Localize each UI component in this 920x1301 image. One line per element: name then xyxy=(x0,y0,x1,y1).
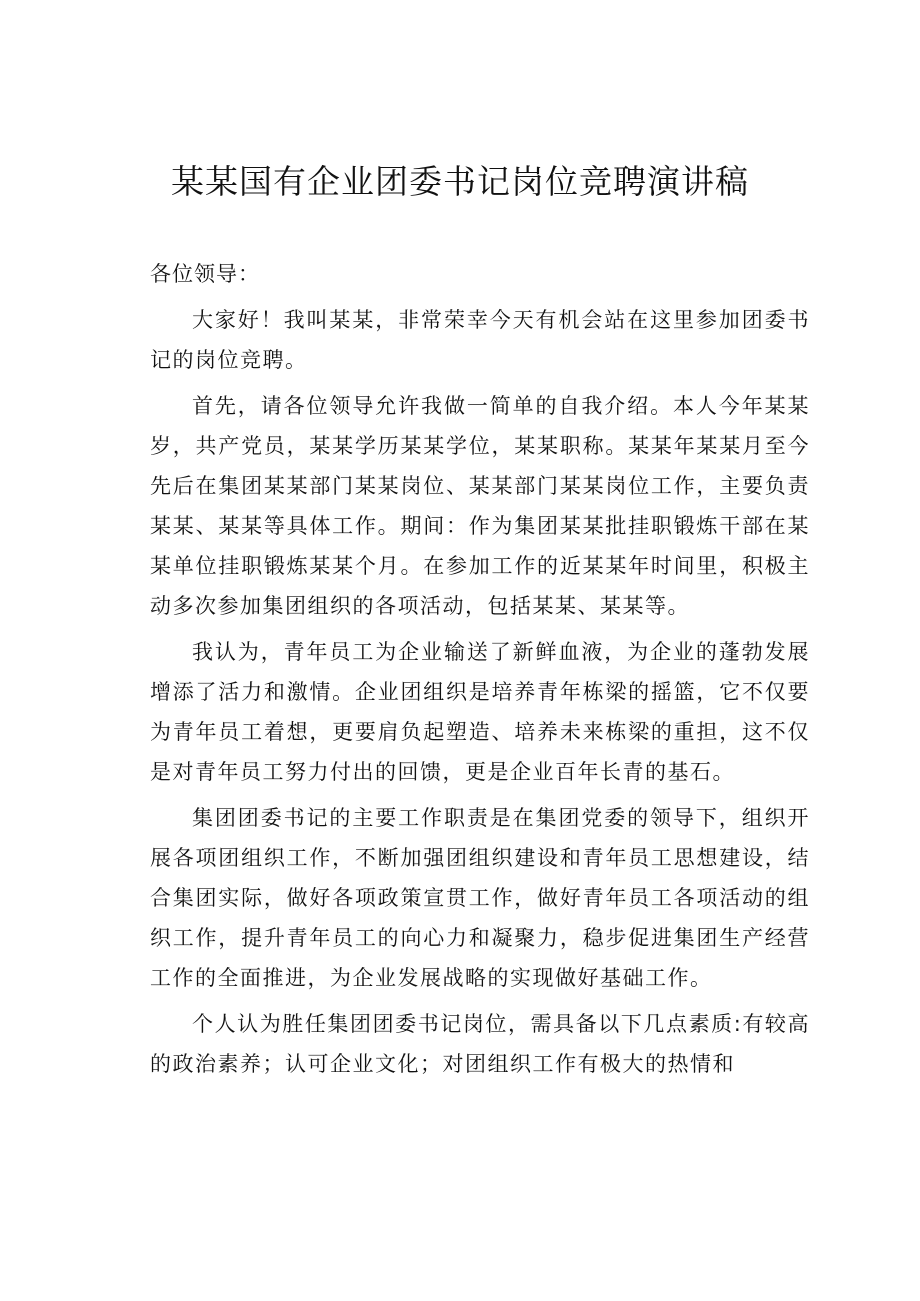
document-title: 某某国有企业团委书记岗位竞聘演讲稿 xyxy=(171,162,749,201)
paragraph-job-duties: 集团团委书记的主要工作职责是在集团党委的领导下，组织开展各项团组织工作，不断加强团组织建设和青年员工思想建设，结合集团实际，做好各项政策宣贯工作，做好青年员工各项活动的组织工作，提升青年员工的向心力和凝聚力，稳步促进集团生产经营工作的全面推进，为企业发展战略的实现做好基础工作。 xyxy=(150,806,810,990)
salutation: 各位领导： xyxy=(150,262,260,286)
paragraph-greeting: 大家好！我叫某某，非常荣幸今天有机会站在这里参加团委书记的岗位竞聘。 xyxy=(150,308,810,372)
paragraph-self-introduction: 首先，请各位领导允许我做一简单的自我介绍。本人今年某某岁，共产党员，某某学历某某学位，某某职称。某某年某某月至今先后在集团某某部门某某岗位、某某部门某某岗位工作，主要负责某某、某某等具体工作。期间：作为集团某某批挂职锻炼干部在某某单位挂职锻炼某某个月。在参加工作的近某某年时间里，积极主动多次参加集团组织的各项活动，包括某某、某某等。 xyxy=(150,394,810,618)
paragraph-qualities: 个人认为胜任集团团委书记岗位，需具备以下几点素质:有较高的政治素养；认可企业文化；对团组织工作有极大的热情和 xyxy=(150,1012,810,1076)
document-body xyxy=(150,254,810,1084)
paragraph-youth-opinion: 我认为，青年员工为企业输送了新鲜血液，为企业的蓬勃发展增添了活力和激情。企业团组织是培养青年栋梁的摇篮，它不仅要为青年员工着想，更要肩负起塑造、培养未来栋梁的重担，这不仅是对青年员工努力付出的回馈，更是企业百年长青的基石。 xyxy=(150,640,810,784)
